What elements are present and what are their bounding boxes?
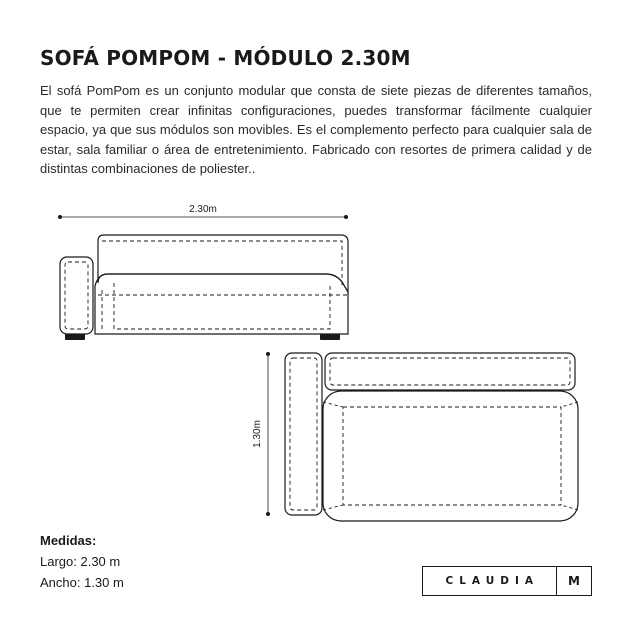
brand-mark: M	[568, 574, 580, 588]
brand-name: CLAUDIA	[445, 575, 539, 587]
front-leg-right	[320, 334, 340, 340]
front-backrest	[98, 235, 348, 292]
sofa-top-view	[285, 353, 578, 521]
brand-logo	[422, 566, 592, 596]
depth-dimension-line	[266, 352, 270, 516]
measurements-heading: Medidas:	[40, 533, 97, 548]
top-seat	[323, 391, 578, 521]
sofa-front-view	[60, 235, 348, 340]
front-leg-left	[65, 334, 85, 340]
width-dimension-label: 2.30m	[189, 204, 217, 215]
top-armrest	[285, 353, 322, 515]
measurement-length: Largo: 2.30 m	[40, 554, 121, 569]
width-dimension-line	[58, 215, 348, 219]
measurements-block	[40, 530, 124, 593]
top-backrest	[325, 353, 575, 390]
front-seat	[95, 274, 348, 334]
depth-dimension-label: 1.30m	[252, 420, 263, 448]
product-description: El sofá PomPom es un conjunto modular que consta de siete piezas de diferentes tamaños, que te permiten crear infinitas configuraciones, puedes transformar fácilmente cualquier espacio, ya que sus módulos son movibles. Es el complemento perfecto para cualquier sala de estar, sala familiar o área de entretenimiento. Fabricado con resortes de primera calidad y de distintas combinaciones de poliester..	[40, 83, 592, 177]
page-title: SOFÁ POMPOM - MÓDULO 2.30M	[40, 46, 411, 70]
measurement-width: Ancho: 1.30 m	[40, 575, 124, 590]
